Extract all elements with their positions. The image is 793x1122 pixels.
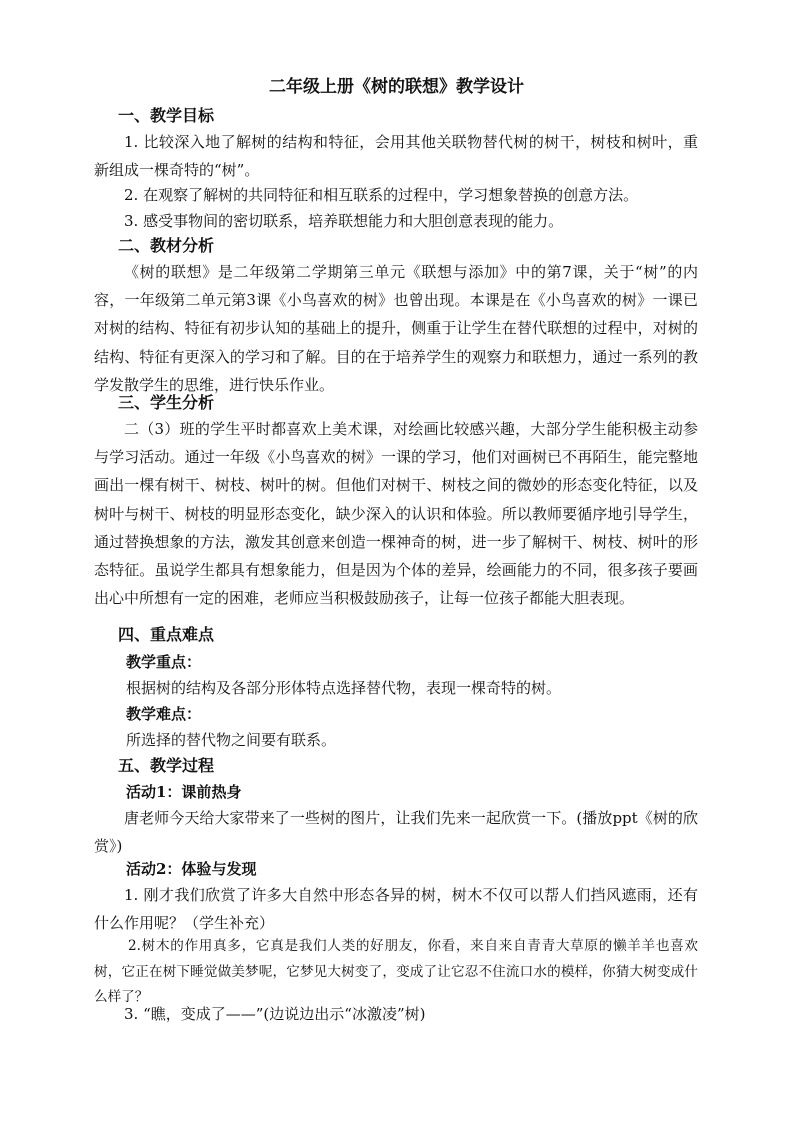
section-heading-process: 五、教学过程 xyxy=(118,756,215,775)
activity1-label: 活动1：课前热身 xyxy=(126,783,242,801)
focus-text: 根据树的结构及各部分形体特点选择替代物，表现一棵奇特的树。 xyxy=(126,679,562,697)
section-heading-students: 三、学生分析 xyxy=(118,393,215,412)
page-title: 二年级上册《树的联想》教学设计 xyxy=(269,77,524,97)
activity2-item-1: 1. 刚才我们欣赏了许多大自然中形态各异的树，树木不仅可以帮人们挡风遮雨，还有什么作用呢？（学生补充） xyxy=(94,886,698,933)
section-heading-material: 二、教材分析 xyxy=(118,236,215,255)
difficulty-text: 所选择的替代物之间要有联系。 xyxy=(126,731,337,749)
goal-item-1: 1. 比较深入地了解树的结构和特征，会用其他关联物替代树的树干，树枝和树叶，重新组成一棵奇特的“树”。 xyxy=(94,133,698,180)
goal-item-2: 2. 在观察了解树的共同特征和相互联系的过程中，学习想象替换的创意方法。 xyxy=(124,186,639,204)
students-paragraph: 二（3）班的学生平时都喜欢上美术课，对绘画比较感兴趣，大部分学生能积极主动参与学习活动。通过一年级《小鸟喜欢的树》一课的学习，他们对画树已不再陌生，能完整地画出一棵有树干、树枝、树叶的树。但他们对树干、树枝之间的微妙的形态变化特征，以及树叶与树干、树枝的明显形态变化，缺少深入的认识和体验。所以教师要循序地引导学生，通过替换想象的方法，激发其创意来创造一棵神奇的树，进一步了解树干、树枝、树叶的形态特征。虽说学生都具有想象能力，但是因为个体的差异，绘画能力的不同，很多孩子要画出心中所想有一定的困难，老师应当积极鼓励孩子，让每一位孩子都能大胆表现。 xyxy=(94,420,698,608)
activity2-label: 活动2：体验与发现 xyxy=(126,860,257,878)
activity1-text: 唐老师今天给大家带来了一些树的图片，让我们先来一起欣赏一下。(播放ppt《树的欣赏》) xyxy=(94,809,698,856)
focus-label: 教学重点： xyxy=(126,653,202,671)
material-paragraph: 《树的联想》是二年级第二学期第三单元《联想与添加》中的第7课，关于“树”的内容，一年级第二单元第3课《小鸟喜欢的树》也曾出现。本课是在《小鸟喜欢的树》一课已对树的结构、特征有初步认知的基础上的提升，侧重于让学生在替代联想的过程中，对树的结构、特征有更深入的学习和了解。目的在于培养学生的观察力和联想力，通过一系列的教学发散学生的思维，进行快乐作业。 xyxy=(94,263,698,394)
activity2-item-2: 2.树木的作用真多，它真是我们人类的好朋友，你看，来自来自青青大草原的懒羊羊也喜欢树，它正在树下睡觉做美梦呢，它梦见大树变了，变成了让它忍不住流口水的模样，你猜大树变成什么样了？ xyxy=(94,938,698,1005)
goal-item-3: 3. 感受事物间的密切联系，培养联想能力和大胆创意表现的能力。 xyxy=(124,212,564,230)
difficulty-label: 教学难点： xyxy=(126,705,202,723)
activity2-item-3: 3. “瞧，变成了——”(边说边出示“冰激凌”树) xyxy=(124,1005,426,1023)
section-heading-goals: 一、教学目标 xyxy=(118,106,215,125)
section-heading-keypoints: 四、重点难点 xyxy=(118,625,215,644)
